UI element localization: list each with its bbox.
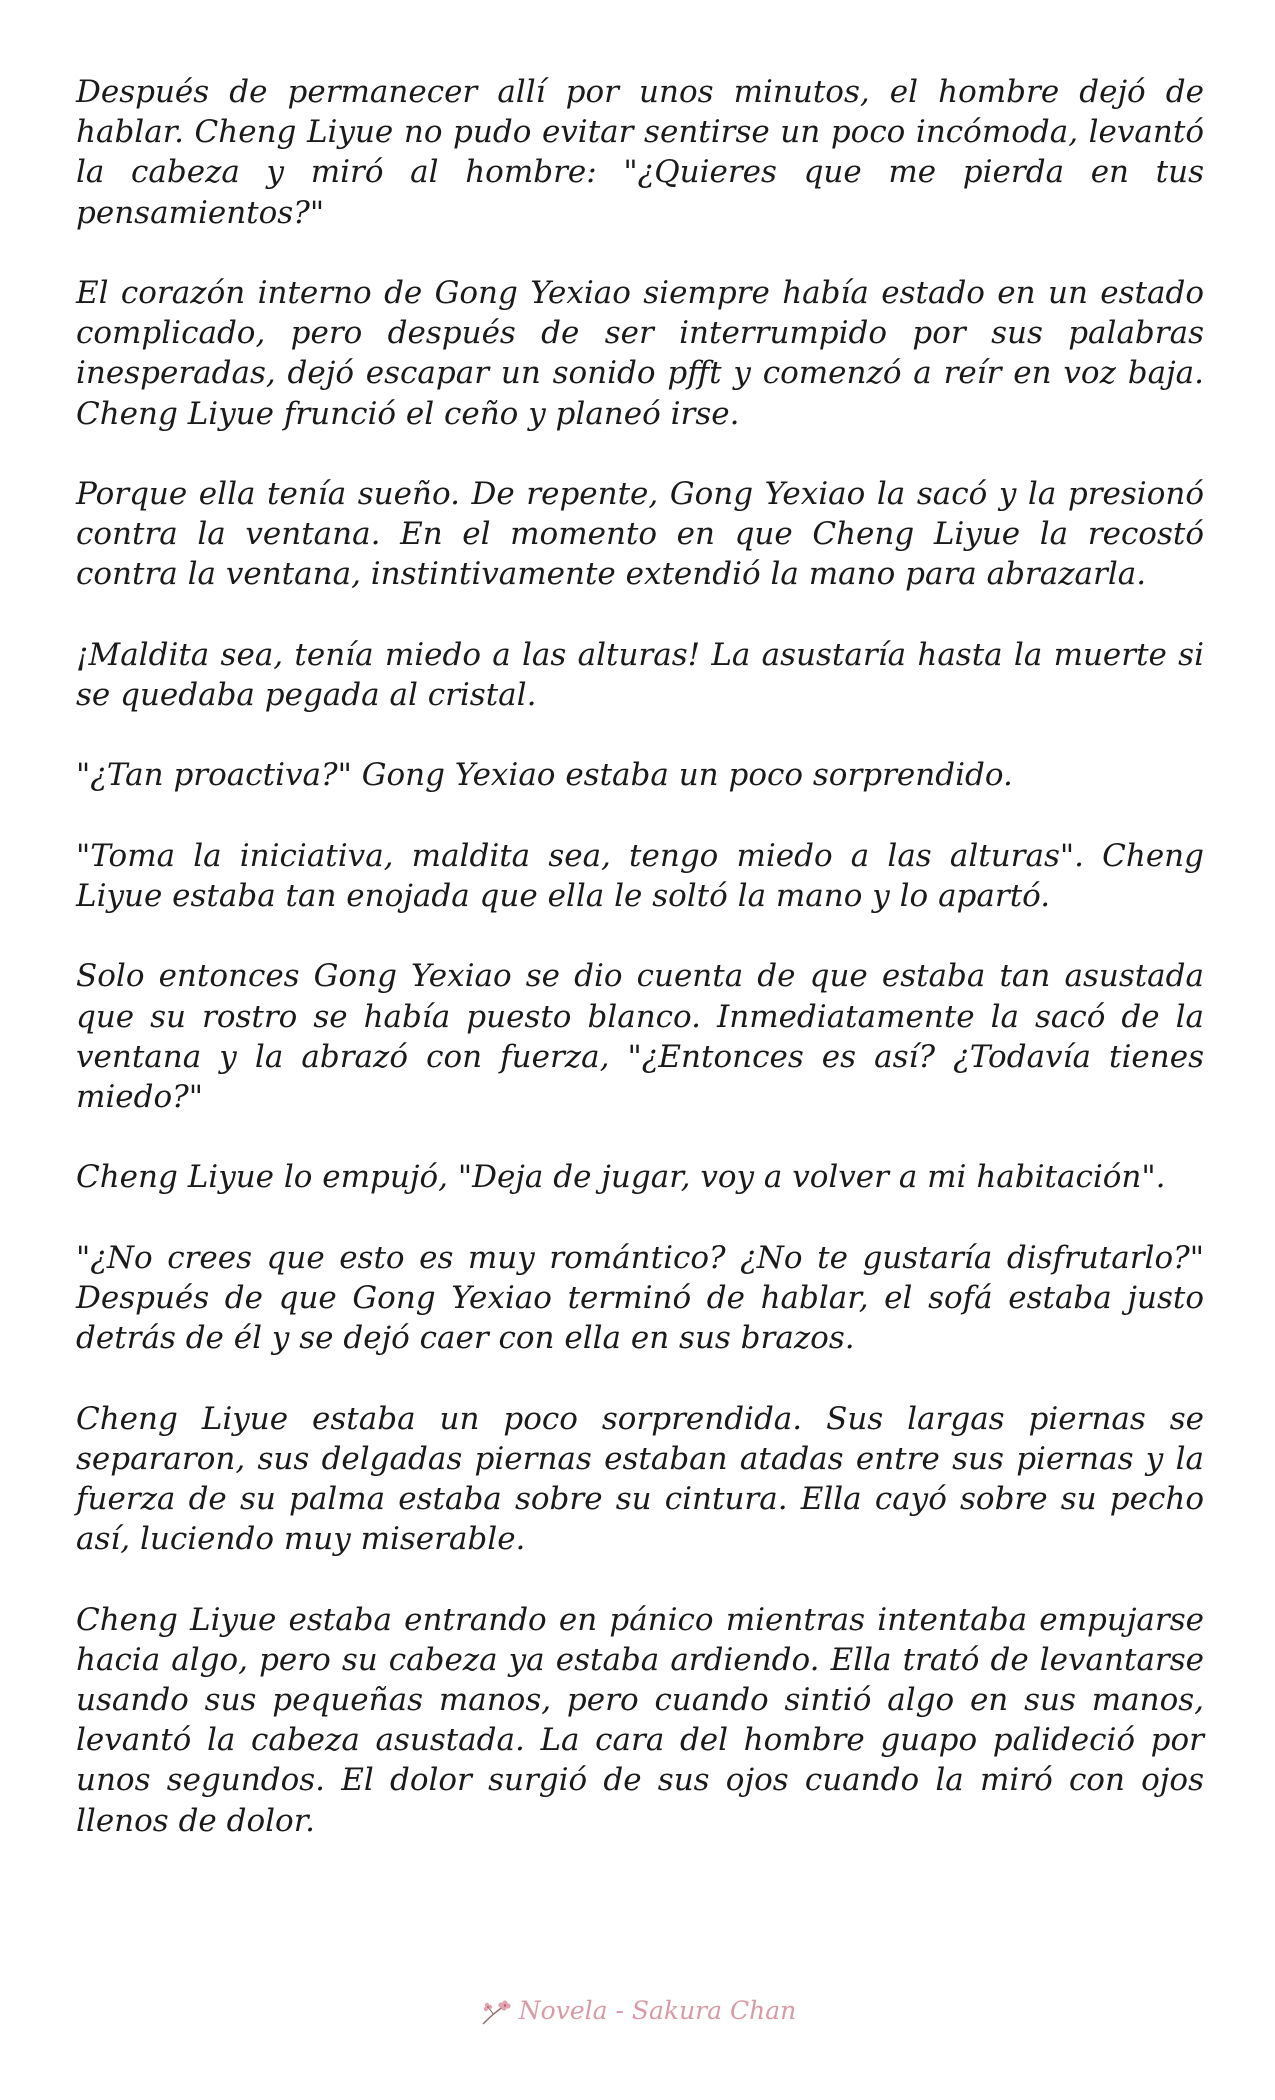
paragraph: Después de permanecer allí por unos minutos, el hombre dejó de hablar. Cheng Liyue no pudo evitar sentirse un poco incómoda, levantó la cabeza y miró al hombre: "¿Quieres que me pierda en tus pensamientos?": [76, 74, 1204, 231]
watermark-text: Novela - Sakura Chan: [518, 1996, 797, 2025]
paragraph: Solo entonces Gong Yexiao se dio cuenta de que estaba tan asustada que su rostro se había puesto blanco. Inmediatamente la sacó de la ventana y la abrazó con fuerza, "¿Entonces es así? ¿Todavía tienes miedo?": [76, 958, 1204, 1115]
paragraph: "¿Tan proactiva?" Gong Yexiao estaba un poco sorprendido.: [76, 757, 1013, 794]
paragraph: "¿No crees que esto es muy romántico? ¿No te gustaría disfrutarlo?" Después de que Gong Yexiao terminó de hablar, el sofá estaba justo detrás de él y se dejó caer con ella en sus brazos.: [76, 1239, 1204, 1357]
watermark: [0, 1996, 1275, 2028]
document-body: [76, 72, 1204, 1881]
paragraph: Cheng Liyue estaba un poco sorprendida. Sus largas piernas se separaron, sus delgadas piernas estaban atadas entre sus piernas y la fuerza de su palma estaba sobre su cintura. Ella cayó sobre su pecho así, luciendo muy miserable.: [76, 1400, 1204, 1558]
paragraph: Cheng Liyue lo empujó, "Deja de jugar, voy a volver a mi habitación".: [76, 1159, 1166, 1196]
paragraph: "Toma la iniciativa, maldita sea, tengo miedo a las alturas". Cheng Liyue estaba tan enojada que ella le soltó la mano y lo apartó.: [76, 837, 1204, 914]
paragraph: Porque ella tenía sueño. De repente, Gong Yexiao la sacó y la presionó contra la ventana. En el momento en que Cheng Liyue la recostó contra la ventana, instintivamente extendió la mano para abrazarla.: [76, 476, 1204, 593]
paragraph: Cheng Liyue estaba entrando en pánico mientras intentaba empujarse hacia algo, pero su cabeza ya estaba ardiendo. Ella trató de levantarse usando sus pequeñas manos, pero cuando sintió algo en sus manos, levantó la cabeza asustada. La cara del hombre guapo palideció por unos segundos. El dolor surgió de sus ojos cuando la miró con ojos llenos de dolor.: [76, 1601, 1204, 1839]
sakura-flower-icon: [479, 1998, 513, 2028]
paragraph: ¡Maldita sea, tenía miedo a las alturas! La asustaría hasta la muerte si se quedaba pegada al cristal.: [76, 636, 1204, 713]
paragraph: El corazón interno de Gong Yexiao siempre había estado en un estado complicado, pero después de ser interrumpido por sus palabras inesperadas, dejó escapar un sonido pfft y comenzó a reír en voz baja. Cheng Liyue frunció el ceño y planeó irse.: [76, 275, 1204, 432]
